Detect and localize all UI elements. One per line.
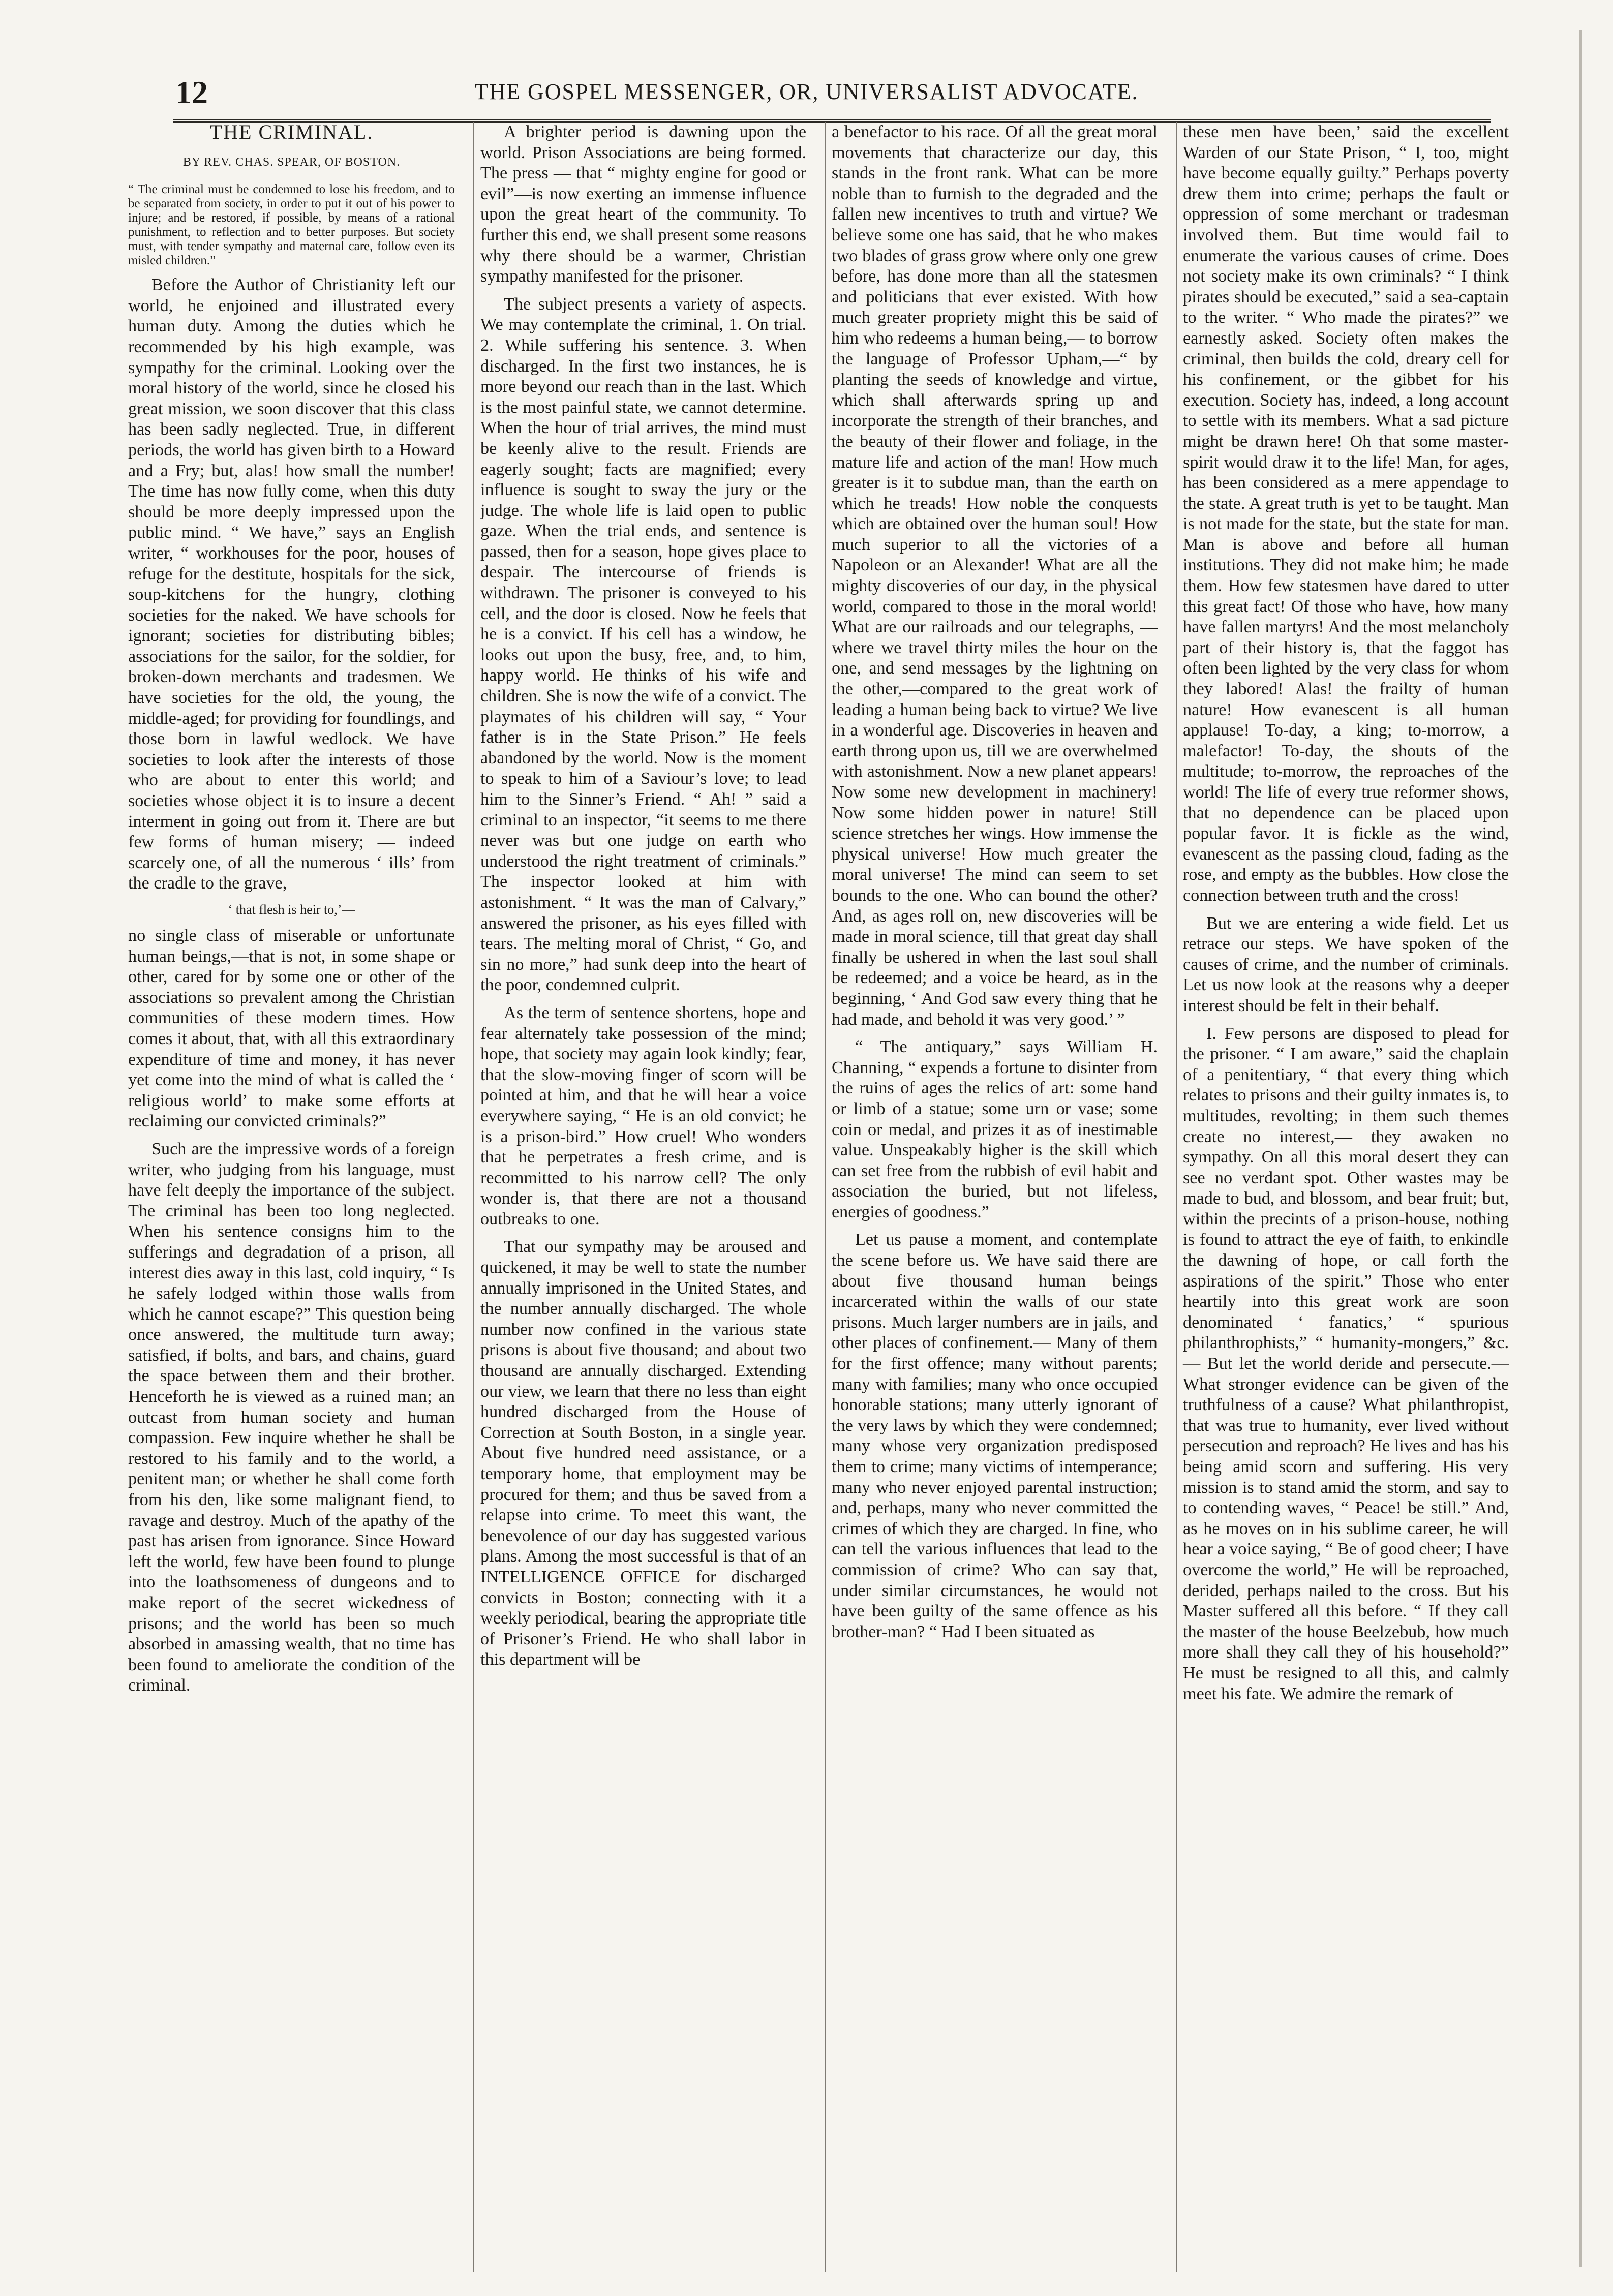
quote-line: ‘ that flesh is heir to,’— — [228, 902, 355, 917]
paragraph: But we are entering a wide field. Let us retrace our steps. We have spoken of the causes of crime, and the number of criminals. Let us now look at the reasons why a deeper interest should be felt in their behalf. — [1183, 913, 1509, 1015]
article-byline: BY REV. CHAS. SPEAR, OF BOSTON. — [182, 155, 401, 169]
paragraph: That our sympathy may be aroused and quickened, it may be well to state the number annually imprisoned in the United States, and the number annually discharged. The whole number now confined in the various state prisons is about five thousand; and about two thousand are annually discharged. Extending our view, we learn that there no less than eight hundred discharged from the House of Correction at South Boston, in a single year. About five hundred need assistance, or a temporary home, that employment may be procured for them; and thus be saved from a relapse into crime. To meet this want, the benevolence of our day has suggested various plans. Among the most successful is that of an INTELLIGENCE OFFICE for discharged convicts in Boston; connecting with it a weekly periodical, bearing the appropriate title of Prisoner’s Friend. He who shall labor in this department will be — [480, 1237, 806, 1669]
page-header — [46, 61, 1567, 110]
paragraph: Before the Author of Christianity left our world, he enjoined and illustrated every human duty. Among the duties which he recommended by his high example, was sympathy for the criminal. Looking over the moral history of the world, since he closed his great mission, we soon discover that this class has been sadly neglected. True, in different periods, the world has given birth to a Howard and a Fry; but, alas! how small the number! The time has now fully come, when this duty should be more deeply impressed upon the public mind. “ We have,” says an English writer, “ workhouses for the poor, houses of refuge for the destitute, hospitals for the sick, soup-kitchens for the hungry, clothing societies for the naked. We have schools for ignorant; societies for distributing bibles; associations for the sailor, for the soldier, for broken-down merchants and tradesmen. We have societies for the old, the young, the middle-aged; for providing for foundlings, and those born in lawful wedlock. We have societies to look after the interests of those who are about to enter this world; and societies whose object it is to insure a decent interment in going out from it. There are but few forms of human misery; — indeed scarcely one, of all the numerous ‘ ills’ from the cradle to the grave, — [128, 275, 455, 893]
paragraph: Such are the impressive words of a foreign writer, who judging from his language, must have felt deeply the importance of the subject. The criminal has been too long neglected. When his sentence consigns him to the sufferings and degradation of a prison, all interest dies away in this last, cold inquiry, “ Is he safely lodged within those walls from which he cannot escape?” This question being once answered, the multitude turn away; satisfied, if bolts, and bars, and chains, guard the space between them and their brother. Henceforth he is viewed as a ruined man; an outcast from human society and human compassion. Few inquire whether he shall be restored to his family and to the world, a penitent man; or whether he shall come forth from his den, like some malignant fiend, to ravage and destroy. Much of the apathy of the past has arisen from ignorance. Since Howard left the world, few have been found to plunge into the loathsomeness of dungeons and to make report of the secret wickedness of prisons; and the world has been so much absorbed in amassing wealth, that no time has been found to ameliorate the condition of the criminal. — [128, 1139, 455, 1695]
paragraph: Let us pause a moment, and contemplate the scene before us. We have said there are about five thousand human beings incarcerated within the walls of our state prisons. Much larger numbers are in jails, and other places of confinement.— Many of them for the first offence; many without parents; many with families; many who once occupied honorable stations; many utterly ignorant of the very laws by which they were condemned; many whose very organization predisposed them to crime; many victims of intemperance; many who never enjoyed parental instruction; and, perhaps, many who never committed the crimes of which they are charged. In fine, who can tell the various influences that lead to the commission of crime? Who can say that, under similar circumstances, he would not have been guilty of the same offence as his brother-man? “ Had I been situated as — [832, 1230, 1158, 1641]
paragraph: As the term of sentence shortens, hope and fear alternately take possession of the mind; hope, that society may again look kindly; fear, that the slow-moving finger of scorn will be pointed at him, and that he will hear a voice everywhere saying, “ He is an old convict; he is a prison-bird.” How cruel! Who wonders that he perpetrates a fresh crime, and is recommitted to his narrow cell? The only wonder is, that there are not a thousand outbreaks to one. — [480, 1003, 806, 1229]
column-1 — [122, 122, 461, 2272]
paragraph: The subject presents a variety of aspects. We may contemplate the criminal, 1. On trial. 2. While suffering his sentence. 3. When discharged. In the first two instances, he is more beyond our reach than in the last. Which is the most painful state, we cannot determine. When the hour of trial arrives, the mind must be keenly alive to the result. Friends are eagerly sought; facts are magnified; every influence is sought to sway the jury or the judge. The whole life is laid open to public gaze. When the trial ends, and sentence is passed, then for a season, hope gives place to despair. The intercourse of friends is withdrawn. The prisoner is conveyed to his cell, and the door is closed. Now he feels that he is a convict. If his cell has a window, he looks out upon the busy, free, and, to him, happy world. He thinks of his wife and children. She is now the wife of a convict. The playmates of his children will say, “ Your father is in the State Prison.” He feels abandoned by the world. Now is the moment to speak to him of a Saviour’s love; to lead him to the Sinner’s Friend. “ Ah! ” said a criminal to an inspector, “it seems to me there never was but one judge on earth who understood the right treatment of criminals.” The inspector looked at him with astonishment. “ It was the man of Calvary,” answered the prisoner, as his eyes filled with tears. The melting moral of Christ, “ Go, and sin no more,” had sunk deep into the heart of the poor, condemned culprit. — [480, 294, 806, 995]
article-columns — [122, 122, 1515, 2272]
running-head: THE GOSPEL MESSENGER, OR, UNIVERSALIST ADVOCATE. — [474, 79, 1139, 104]
paragraph: I. Few persons are disposed to plead for the prisoner. “ I am aware,” said the chaplain of a penitentiary, “ that every thing which relates to prisons and their guilty inmates is, to multitudes, revolting; in them such themes create no interest,— they awaken no sympathy. On all this moral desert they can see no verdant spot. Other wastes may be made to bud, and blossom, and bear fruit; but, within the precints of a prison-house, nothing is found to attract the eye of faith, to enkindle the dawning of hope, or call forth the aspirations of the spirit.” Those who enter heartily into this great work are soon denominated ‘ fanatics,’ “ spurious philanthrophists,” “ humanity-mongers,” &c.— But let the world deride and persecute.— What stronger evidence can be given of the truthfulness of a cause? What philanthropist, that was true to humanity, ever lived without persecution and reproach? He lives and has his being amid scorn and suffering. His very mission is to stand amid the storm, and say to to contending waves, “ Peace! be still.” And, as he moves on in his sublime career, he will hear a voice saying, “ Be of good cheer; I have overcome the world,” He will be reproached, derided, perhaps nailed to the cross. But his Master suffered all this before. “ If they call the master of the house Beelzebub, how much more shall they call they of his household?” He must be resigned to all this, and calmly meet his fate. We admire the remark of — [1183, 1024, 1509, 1703]
paragraph: no single class of miserable or unfortunate human beings,—that is not, in some shape or other, cared for by some one or other of the associations so prevalent among the Christian communities of these modern times. How comes it about, that, with all this extraordinary expenditure of time and money, it has never yet come into the mind of what is called the ‘ religious world’ to make some efforts at reclaiming our convicted criminals?” — [128, 926, 455, 1131]
page-edge-shadow — [1579, 30, 1582, 2267]
paragraph: a benefactor to his race. Of all the great moral movements that characterize our day, this stands in the front rank. What can be more noble than to furnish to the degraded and the fallen new incentives to truth and virtue? We believe some one has said, that he who makes two blades of grass grow where only one grew before, has done more than all the statesmen and politicians that ever existed. With how much greater propriety might this be said of him who redeems a human being,— to borrow the language of Professor Upham,—“ by planting the seeds of knowledge and virtue, which shall afterwards spring up and incorporate the strength of their branches, and the beauty of their flower and foliage, in the mature life and action of the man! How much greater is it to subdue man, than the earth on which he treads! How noble the conquests which are obtained over the human soul! How much superior to all the victories of a Napoleon or an Alexander! What are all the mighty discoveries of our day, in the physical world, compared to those in the moral world! What are our railroads and our telegraphs, — where we travel thirty miles the hour on the one, and send messages by the lightning on the other,—compared to the great work of leading a human being back to virtue? We live in a wonderful age. Discoveries in heaven and earth throng upon us, till we are overwhelmed with astonishment. Now a new planet appears! Now some new development in machinery! Now some hidden power in nature! Still science stretches her wings. How immense the physical universe! How much greater the moral universe! The mind can seem to set bounds to the one. Who can bound the other? And, as ages roll on, new discoveries will be made in moral science, till that great day shall finally be ushered in when the last soul shall be redeemed; and a voice be heard, as in the beginning, ‘ And God saw every thing that he had made, and behold it was very good.’ ” — [832, 123, 1158, 1029]
paragraph: these men have been,’ said the excellent Warden of our State Prison, “ I, too, might have become equally guilty.” Perhaps poverty drew them into crime; perhaps the fault or oppression of some merchant or tradesman involved them. But time would fail to enumerate the various causes of crime. Does not society make its own criminals? “ I think pirates should be executed,” said a sea-captain to the writer. “ Who made the pirates?” we earnestly asked. Society often makes the criminal, then builds the cold, dreary cell for his confinement, or the gibbet for his execution. Society has, indeed, a long account to settle with its members. What a sad picture might be drawn here! Oh that some master-spirit would draw it to the life! Man, for ages, has been considered as a mere appendage to the state. A great truth is yet to be taught. Man is not made for the state, but the state for man. Man is above and before all human institutions. They did not make him; he made them. How few statesmen have dared to utter this great fact! Of those who have, how many have fallen martyrs! And the most melancholy part of their history is, that the faggot has often been lighted by the very class for whom they labored! Alas! the frailty of human nature! How evanescent is all human applause! To-day, a king; to-morrow, a malefactor! To-day, the shouts of the multitude; to-morrow, the reproaches of the world! The life of every true reformer shows, that no dependence can be placed upon popular favor. It is fickle as the wind, evanescent as the passing cloud, fading as the rose, and empty as the bubbles. How close the connection between truth and the cross! — [1183, 123, 1509, 905]
column-4 — [1176, 122, 1515, 2272]
article-epigraph: “ The criminal must be condemned to lose his freedom, and to be separated from society, in order to put it out of his power to injure; and be restored, if possible, by means of a rational punishment, to reflection and to better purposes. But society must, with tender sympathy and maternal care, follow even its misled children.” — [128, 182, 455, 268]
paragraph: “ The antiquary,” says William H. Channing, “ expends a fortune to disinter from the ruins of ages the relics of art: some hand or limb of a statue; some urn or vase; some coin or medal, and prizes it as of inestimable value. Unspeakably higher is the skill which can set free from the rubbish of evil habit and association the buried, but not lifeless, energies of goodness.” — [832, 1037, 1158, 1221]
paragraph: A brighter period is dawning upon the world. Prison Associations are being formed. The press — that “ mighty engine for good or evil”—is now exerting an immense influence upon the great heart of the community. To further this end, we shall present some reasons why there should be a warmer, Christian sympathy manifested for the prisoner. — [480, 123, 806, 286]
column-2 — [473, 122, 812, 2272]
page-number: 12 — [175, 74, 208, 110]
article-title: THE CRIMINAL. — [209, 122, 374, 143]
column-3 — [825, 122, 1164, 2272]
